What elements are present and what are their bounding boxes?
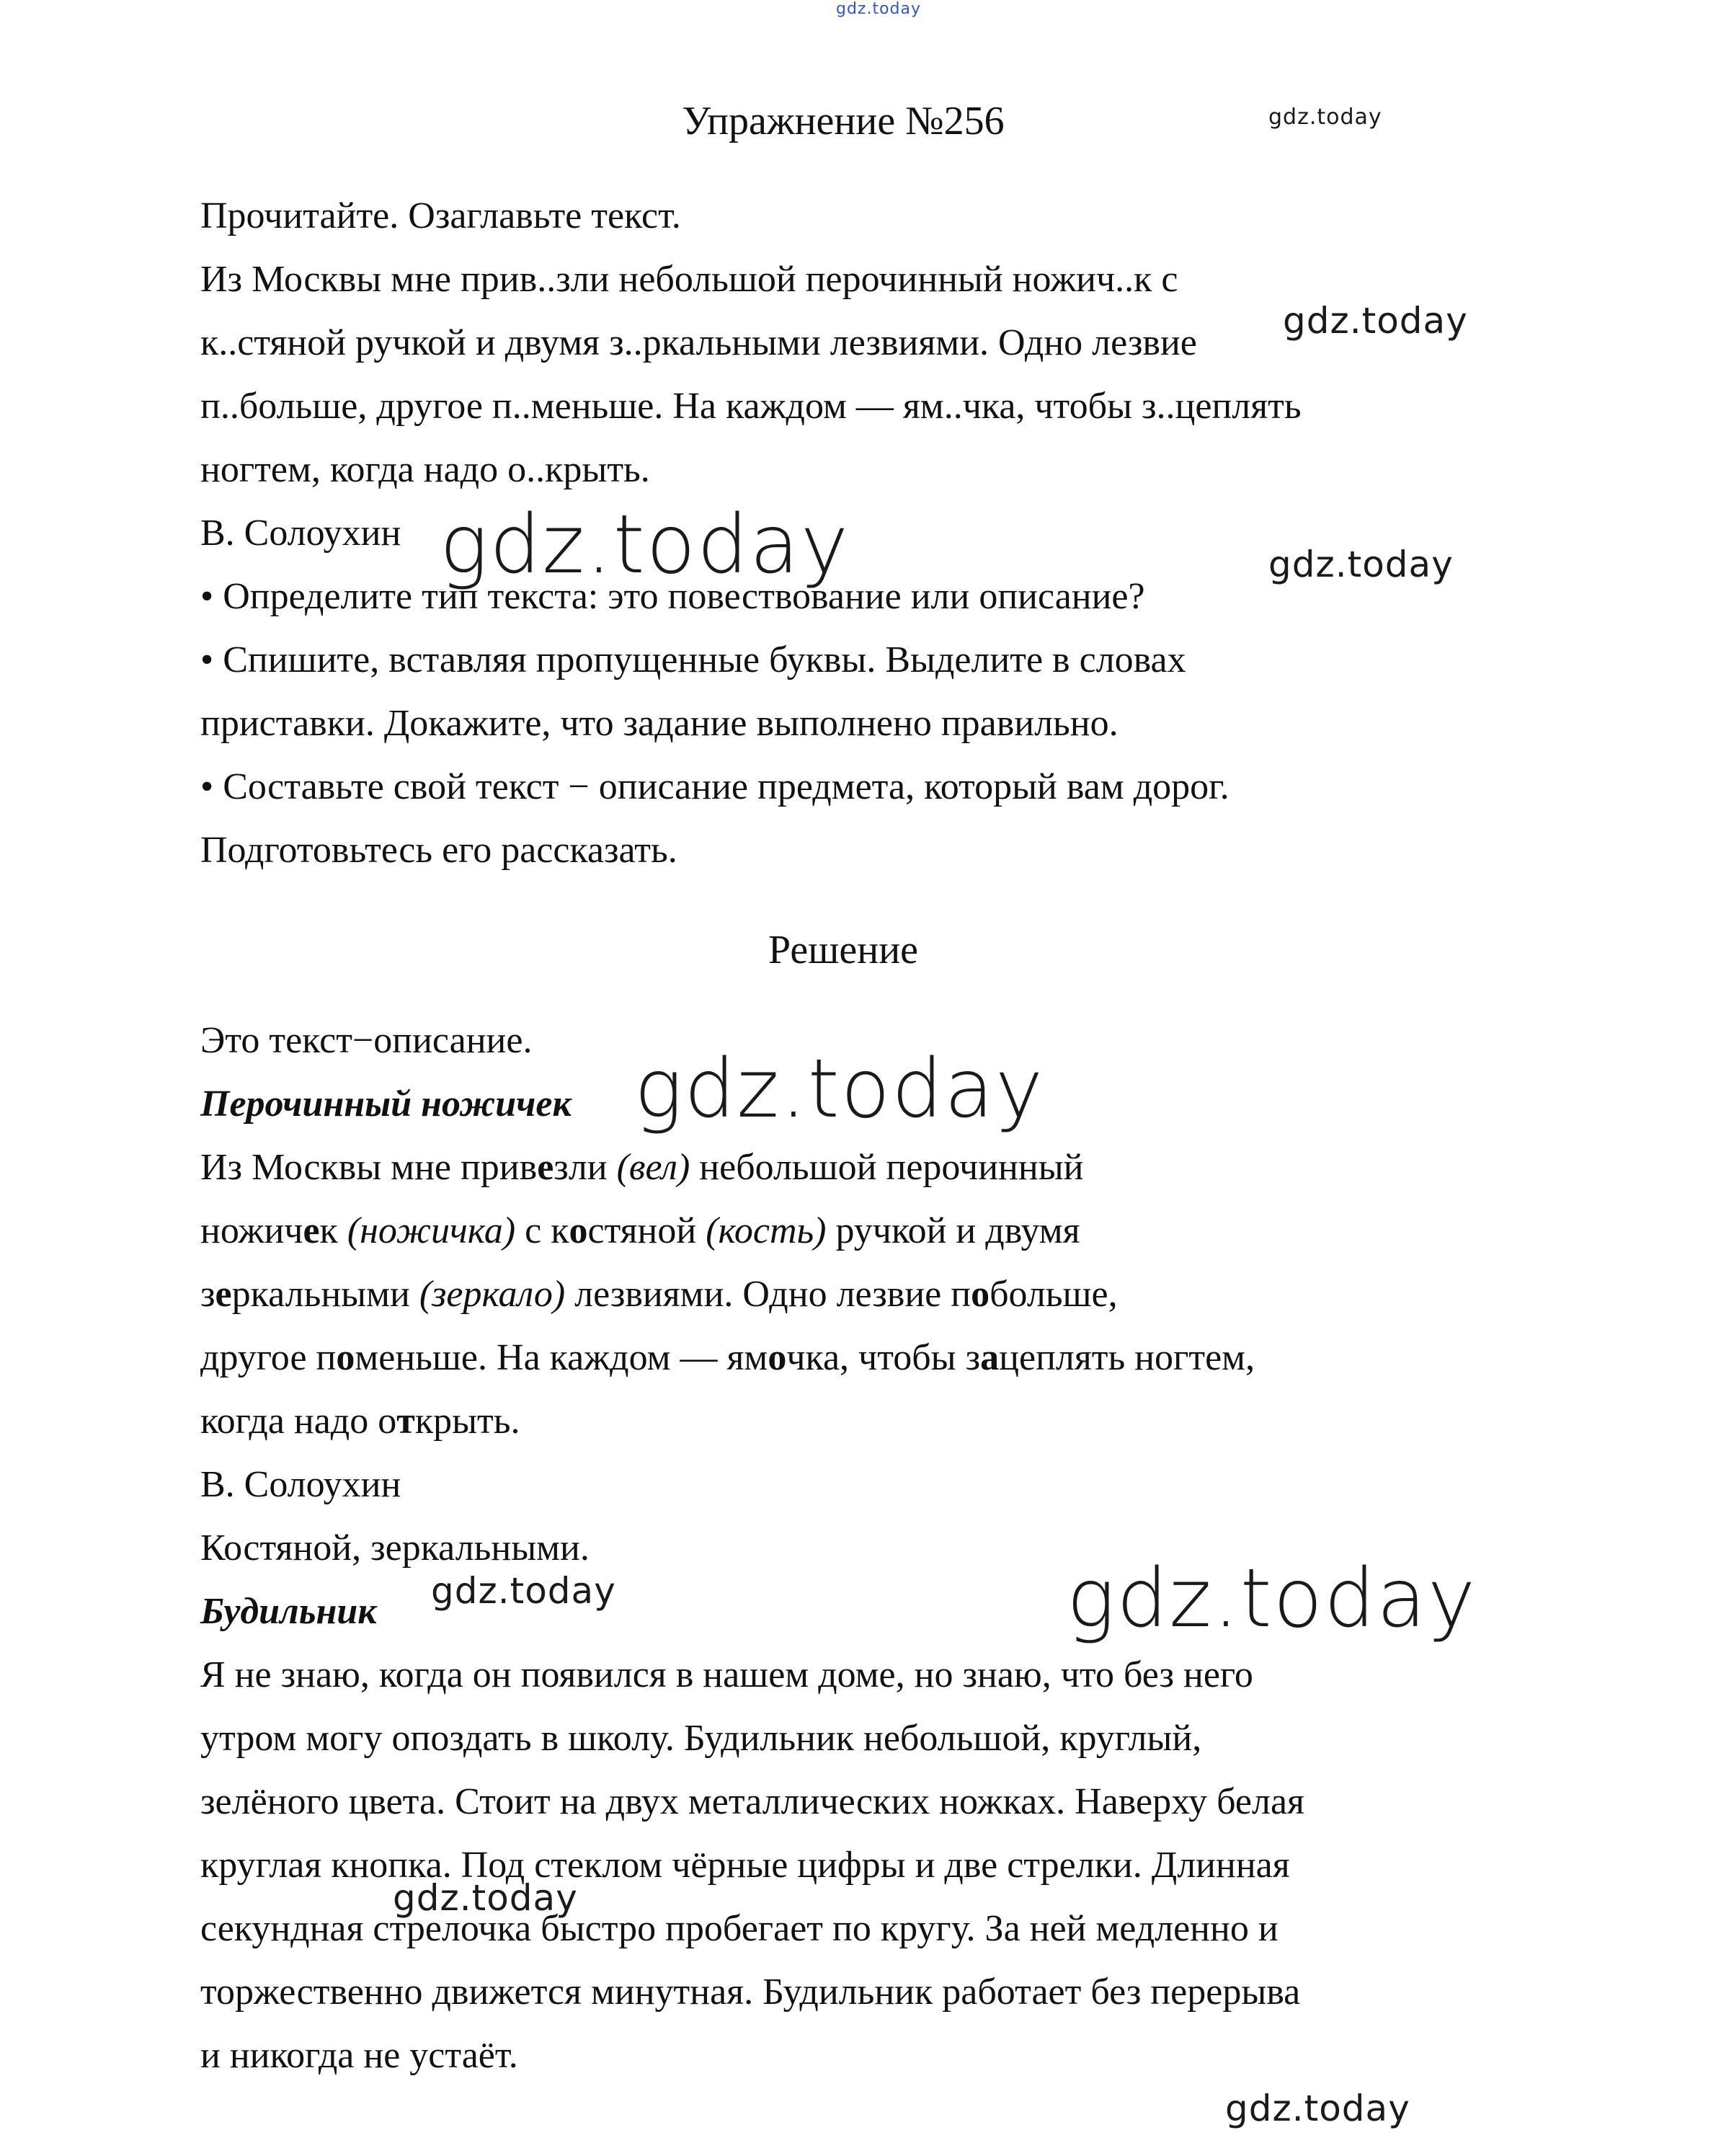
watermark: gdz.today	[1283, 300, 1468, 342]
solution-line: зеркальными (зеркало) лезвиями. Одно лезвие побольше,	[200, 1274, 1118, 1315]
watermark: gdz.today	[393, 1877, 578, 1919]
task-question: • Определите тип текста: это повествование или описание?	[200, 576, 1145, 617]
watermark-top: gdz.today	[836, 0, 922, 18]
solution-line: Из Москвы мне привезли (вел) небольшой перочинный	[200, 1147, 1084, 1188]
task-instruction: Прочитайте. Озаглавьте текст.	[200, 195, 681, 236]
task-author: В. Солоухин	[200, 513, 401, 554]
task-text-line: п..больше, другое п..меньше. На каждом — ям..чка, чтобы з..цеплять	[200, 386, 1302, 427]
task-text-line: ногтем, когда надо о..крыть.	[200, 449, 650, 490]
solution-line: ножичек (ножичка) с костяной (кость) ручкой и двумя	[200, 1210, 1080, 1251]
task-question: приставки. Докажите, что задание выполнено правильно.	[200, 703, 1119, 744]
solution-line: когда надо открыть.	[200, 1401, 520, 1442]
essay-line: и никогда не устаёт.	[200, 2035, 518, 2076]
watermark: gdz.today	[1268, 544, 1454, 585]
task-text-line: Из Москвы мне прив..зли небольшой перочинный ножич..к с	[200, 259, 1178, 300]
task-question: • Составьте свой текст − описание предмета, который вам дорог.	[200, 766, 1229, 807]
solution-title: Перочинный ножичек	[200, 1083, 572, 1124]
solution-heading: Решение	[768, 928, 919, 972]
solution-line: другое поменьше. На каждом — ямочка, чтобы зацеплять ногтем,	[200, 1337, 1255, 1378]
task-question: Подготовьтесь его рассказать.	[200, 830, 677, 871]
essay-line: торжественно движется минутная. Будильник работает без перерыва	[200, 1971, 1301, 2013]
task-text-line: к..стяной ручкой и двумя з..ркальными лезвиями. Одно лезвие	[200, 322, 1197, 363]
task-question: • Спишите, вставляя пропущенные буквы. Выделите в словах	[200, 639, 1186, 680]
watermark: gdz.today	[440, 498, 850, 592]
essay-line: Я не знаю, когда он появился в нашем доме, но знаю, что без него	[200, 1654, 1253, 1695]
solution-text-type: Это текст−описание.	[200, 1020, 533, 1061]
essay-line: круглая кнопка. Под стеклом чёрные цифры и две стрелки. Длинная	[200, 1845, 1290, 1886]
page-title: Упражнение №256	[682, 99, 1005, 143]
essay-line: утром могу опоздать в школу. Будильник небольшой, круглый,	[200, 1718, 1202, 1759]
watermark: gdz.today	[431, 1570, 616, 1612]
watermark: gdz.today	[1067, 1552, 1477, 1646]
essay-line: секундная стрелочка быстро пробегает по кругу. За ней медленно и	[200, 1908, 1278, 1949]
essay-title: Будильник	[200, 1591, 377, 1632]
watermark: gdz.today	[1268, 105, 1382, 130]
solution-author: В. Солоухин	[200, 1464, 401, 1505]
solution-words: Костяной, зеркальными.	[200, 1527, 590, 1569]
watermark: gdz.today	[1225, 2088, 1410, 2129]
essay-line: зелёного цвета. Стоит на двух металлических ножках. Наверху белая	[200, 1781, 1304, 1822]
watermark: gdz.today	[634, 1042, 1045, 1136]
